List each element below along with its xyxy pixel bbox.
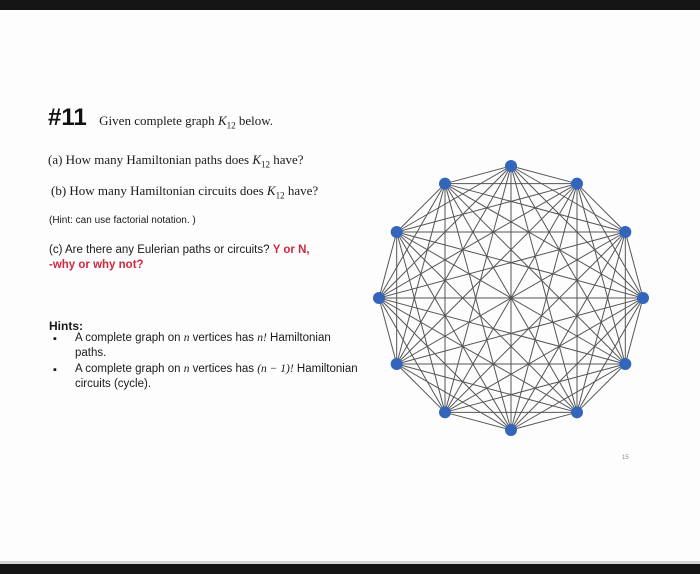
graph-vertex [439, 406, 451, 418]
graph-edge [445, 184, 625, 364]
question-heading [48, 104, 273, 132]
graph-edge [379, 184, 445, 298]
graph-edge [379, 298, 397, 364]
question-c: (c) Are there any Eulerian paths or circuits? Y or N, [49, 244, 310, 256]
graph-vertex [505, 424, 517, 436]
graph-edge [397, 232, 445, 412]
hint-item-2: A complete graph on n vertices has (n − 1)! Hamiltonian circuits (cycle). [75, 363, 358, 390]
question-number: #11 [48, 104, 87, 131]
question-intro: Given complete graph $K_{12}$ below. [99, 113, 274, 131]
graph-edge [445, 166, 511, 184]
graph-vertex [391, 358, 403, 370]
graph-vertex [619, 226, 631, 238]
graph-edge [625, 232, 643, 298]
bullet-icon: ▪ [53, 364, 57, 376]
question-c-red-1: Y or N, [272, 244, 310, 256]
graph-vertex [439, 178, 451, 190]
graph-edge [397, 184, 577, 364]
graph-edge [445, 412, 511, 430]
graph-vertex [619, 358, 631, 370]
graph-edge [379, 232, 397, 298]
factorial-hint: (Hint: can use factorial notation. ) [49, 215, 196, 226]
graph-edge [625, 298, 643, 364]
graph-vertex [391, 226, 403, 238]
graph-vertex [571, 406, 583, 418]
graph-edge [445, 184, 625, 232]
bullet-icon: ▪ [53, 333, 57, 345]
graph-edge [511, 166, 577, 184]
graph-edge [445, 184, 643, 298]
graph-edge [397, 232, 577, 412]
graph-edge [379, 298, 577, 412]
graph-edge [445, 232, 625, 412]
question-c-red-2: -why or why not? [49, 259, 144, 271]
page-number: 15 [622, 455, 629, 461]
bottom-frame-bar [0, 561, 700, 574]
graph-edge [397, 364, 511, 430]
graph-vertex [571, 178, 583, 190]
graph-symbol: $K_{12}$ [217, 113, 236, 131]
graph-vertex [505, 160, 517, 172]
hints-title: Hints: [49, 319, 83, 333]
hint-item-1: A complete graph on n vertices has n! Hamiltonian paths. [75, 332, 331, 359]
graph-edge [511, 412, 577, 430]
question-b: (b) How many Hamiltonian circuits does $K_{12}$ have? [51, 183, 319, 201]
complete-graph-k12 [370, 155, 660, 445]
graph-vertex [373, 292, 385, 304]
question-a: (a) How many Hamiltonian paths does $K_{12}$ have? [48, 152, 304, 170]
top-frame-bar [0, 0, 700, 10]
graph-vertex [637, 292, 649, 304]
graph-edge [397, 232, 511, 430]
graph-edge [379, 298, 445, 412]
graph-edge [397, 184, 445, 364]
